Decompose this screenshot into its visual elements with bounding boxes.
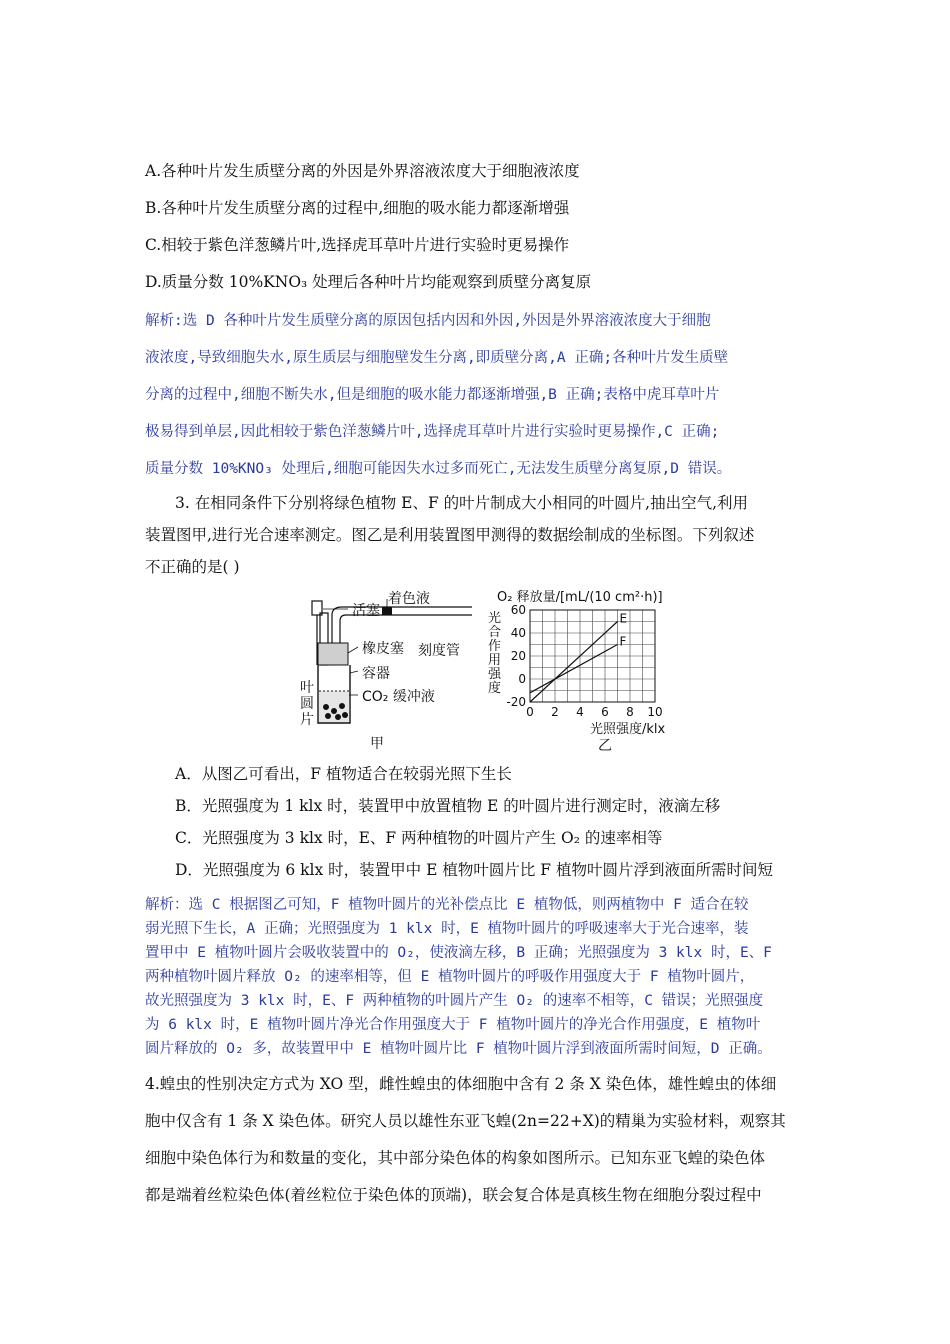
q2-analysis-line: 极易得到单层,因此相较于紫色洋葱鳞片叶,选择虎耳草叶片进行实验时更易操作,C 正确;	[145, 424, 720, 440]
y-tick-label: -20	[506, 695, 526, 709]
series-line-F	[530, 645, 618, 693]
x-tick-label: 10	[647, 705, 663, 719]
label-leaf-2: 圆	[300, 696, 314, 712]
q2-analysis-line: 分离的过程中,细胞不断失水,但是细胞的吸水能力都逐渐增强,B 正确;表格中虎耳草叶片	[145, 387, 720, 403]
q4-stem-line: 4.蝗虫的性别决定方式为 XO 型，雌性蝗虫的体细胞中含有 2 条 X 染色体，雄性蝗虫的体细	[145, 1075, 777, 1093]
label-rubber-stopper: 橡皮塞	[362, 641, 404, 657]
series-label-F: F	[619, 634, 627, 649]
label-container: 容器	[362, 666, 390, 682]
series-label-E: E	[619, 611, 628, 626]
label-co2-buffer: CO₂ 缓冲液	[362, 689, 435, 705]
q3-analysis-line: 置甲中 E 植物叶圆片会吸收装置中的 O₂，使液滴左移，B 正确；光照强度为 3 klx 时，E、F	[145, 945, 772, 961]
chart-xlabel: 光照强度/klx	[590, 722, 666, 737]
label-scale-tube: 刻度管	[418, 643, 460, 659]
figure-jia-caption: 甲	[370, 736, 384, 752]
q3-analysis-line: 两种植物叶圆片释放 O₂ 的速率相等，但 E 植物叶圆片的呼吸作用强度大于 F 植物叶圆片，	[145, 969, 755, 985]
x-tick-label: 4	[576, 705, 584, 719]
q3-analysis-line: 解析：选 C 根据图乙可知，F 植物叶圆片的光补偿点比 E 植物低，则两植物中 F 适合在较	[145, 897, 749, 913]
q2-option-b: B.各种叶片发生质壁分离的过程中,细胞的吸水能力都逐渐增强	[145, 199, 570, 217]
q3-stem-line: 3. 在相同条件下分别将绿色植物 E、F 的叶片制成大小相同的叶圆片,抽出空气,利用	[175, 494, 748, 512]
y-tick-label: 0	[518, 672, 526, 686]
q3-analysis-line: 为 6 klx 时，E 植物叶圆片净光合作用强度大于 F 植物叶圆片的净光合作用强度，E 植物叶	[145, 1017, 761, 1033]
q3-analysis-line: 圆片释放的 O₂ 多，故装置甲中 E 植物叶圆片比 F 植物叶圆片浮到液面所需时间短，D 正确。	[145, 1041, 772, 1057]
q4-stem-line: 胞中仅含有 1 条 X 染色体。研究人员以雄性东亚飞蝗(2n=22+X)的精巢为实验材料，观察其	[145, 1112, 786, 1130]
label-leaf-1: 叶	[300, 680, 314, 696]
chart-ylabel: 光合作用强度	[488, 611, 502, 696]
label-colored-liquid: 着色液	[388, 591, 430, 607]
y-tick-label: 60	[510, 603, 526, 617]
q3-analysis-line: 弱光照下生长，A 正确；光照强度为 1 klx 时，E 植物叶圆片的呼吸速率大于光合速率，装	[145, 921, 749, 937]
q2-analysis-line: 液浓度,导致细胞失水,原生质层与细胞壁发生分离,即质壁分离,A 正确;各种叶片发生质壁	[145, 350, 729, 366]
q2-option-a: A.各种叶片发生质壁分离的外因是外界溶液浓度大于细胞液浓度	[145, 162, 580, 180]
chart-title: O₂ 释放量/[mL/(10 cm²·h)]	[497, 590, 663, 605]
x-tick-label: 2	[551, 705, 559, 719]
chart-caption: 乙	[598, 738, 612, 754]
x-tick-label: 8	[626, 705, 634, 719]
y-tick-label: 20	[510, 649, 526, 663]
q2-analysis-line: 质量分数 10%KNO₃ 处理后,细胞可能因失水过多而死亡,无法发生质壁分离复原,D 错误。	[145, 461, 732, 477]
q3-analysis-line: 故光照强度为 3 klx 时，E、F 两种植物的叶圆片产生 O₂ 的速率不相等，C 错误；光照强度	[145, 993, 764, 1009]
series-line-E	[530, 622, 618, 703]
q3-stem-line: 不正确的是( )	[145, 558, 240, 576]
q4-stem-line: 都是端着丝粒染色体(着丝粒位于染色体的顶端)，联会复合体是真核生物在细胞分裂过程中	[145, 1186, 762, 1204]
q3-option-a: A．从图乙可看出，F 植物适合在较弱光照下生长	[175, 765, 512, 783]
q3-option-b: B．光照强度为 1 klx 时，装置甲中放置植物 E 的叶圆片进行测定时，液滴左移	[175, 797, 721, 815]
q2-option-d: D.质量分数 10%KNO₃ 处理后各种叶片均能观察到质壁分离复原	[145, 273, 592, 291]
q3-option-c: C．光照强度为 3 klx 时，E、F 两种植物的叶圆片产生 O₂ 的速率相等	[175, 829, 663, 847]
y-tick-label: 40	[510, 626, 526, 640]
q2-option-c: C.相较于紫色洋葱鳞片叶,选择虎耳草叶片进行实验时更易操作	[145, 236, 570, 254]
x-tick-label: 6	[601, 705, 609, 719]
q4-stem-line: 细胞中染色体行为和数量的变化，其中部分染色体的构象如图所示。已知东亚飞蝗的染色体	[145, 1149, 766, 1167]
x-tick-label: 0	[526, 705, 534, 719]
chart-yi	[500, 600, 680, 722]
q3-option-d: D．光照强度为 6 klx 时，装置甲中 E 植物叶圆片比 F 植物叶圆片浮到液面所需时间短	[175, 861, 773, 879]
label-leaf-3: 片	[300, 712, 314, 728]
label-piston: 活塞	[352, 603, 380, 619]
q3-stem-line: 装置图甲,进行光合速率测定。图乙是利用装置图甲测得的数据绘制成的坐标图。下列叙述	[145, 526, 755, 544]
q2-analysis-line: 解析:选 D 各种叶片发生质壁分离的原因包括内因和外因,外因是外界溶液浓度大于细胞	[145, 313, 711, 329]
